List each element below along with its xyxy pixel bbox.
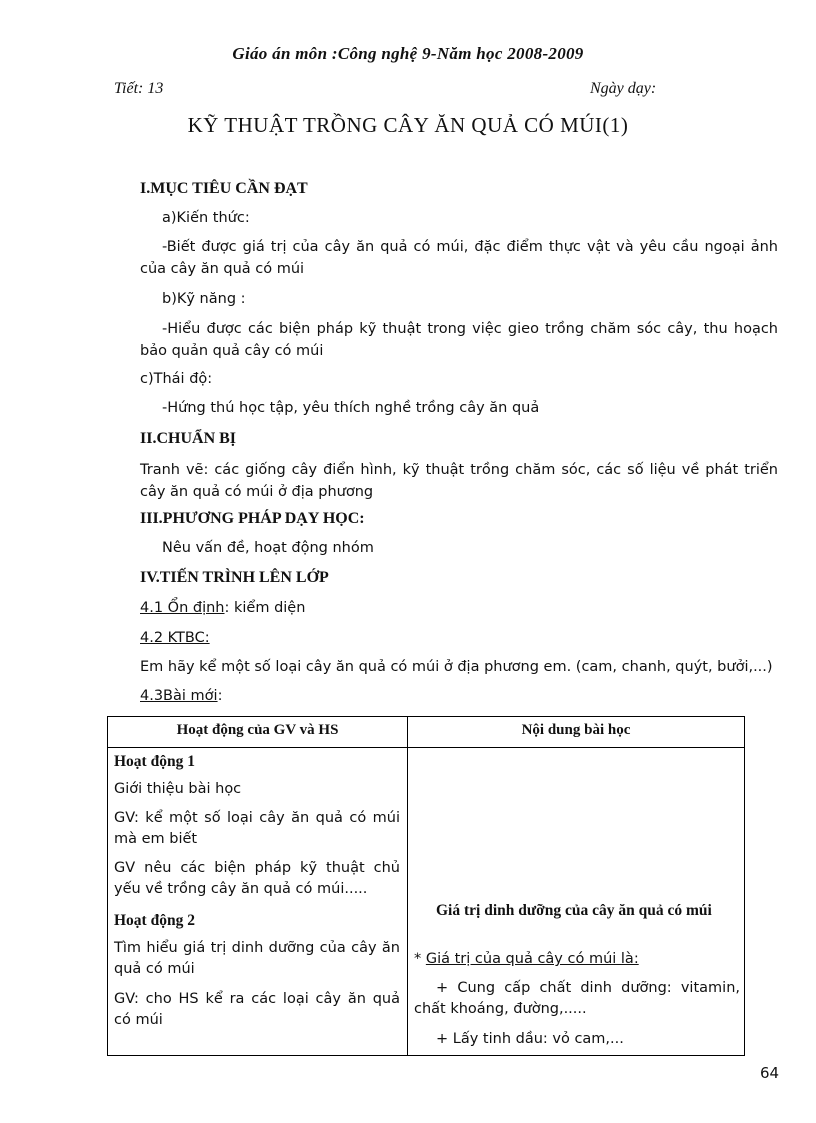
section-objectives-heading: I.MỤC TIÊU CẦN ĐẠT bbox=[140, 180, 308, 197]
activity-2-gv-prompt: GV: cho HS kể ra các loại cây ăn quả có múi bbox=[114, 991, 400, 1028]
lesson-number: Tiết: 13 bbox=[114, 80, 164, 97]
fruit-value-heading bbox=[414, 949, 740, 970]
asterisk-marker: * bbox=[414, 951, 426, 967]
table-header-divider bbox=[108, 747, 744, 748]
column-header-activities: Hoạt động của GV và HS bbox=[176, 722, 339, 738]
activity-1-gv-techniques: GV nêu các biện pháp kỹ thuật chủ yếu về trồng cây ăn quả có múi..... bbox=[114, 860, 400, 897]
running-header: Giáo án môn :Công nghệ 9-Năm học 2008-2009 bbox=[232, 44, 584, 63]
attitude-label: c)Thái độ: bbox=[140, 371, 213, 387]
table-column-divider bbox=[407, 717, 408, 1055]
step-4-1-label: 4.1 Ổn định bbox=[140, 600, 225, 616]
knowledge-text: -Biết được giá trị của cây ăn quả có múi, đặc điểm thực vật và yêu cầu ngoại ảnh của cây ăn quả có múi bbox=[140, 239, 778, 277]
activity-1-gv-prompt: GV: kể một số loại cây ăn quả có múi mà em biết bbox=[114, 810, 400, 847]
value-item-essential-oil: + Lấy tinh dầu: vỏ cam,... bbox=[436, 1031, 624, 1047]
column-header-content: Nội dung bài học bbox=[521, 722, 631, 738]
skills-label: b)Kỹ năng : bbox=[162, 291, 246, 307]
step-4-3-label: 4.3Bài mới bbox=[140, 688, 218, 704]
lesson-activity-table bbox=[107, 716, 745, 1056]
skills-text: -Hiểu được các biện pháp kỹ thuật trong việc gieo trồng chăm sóc cây, thu hoạch bảo quản quả cây có múi bbox=[140, 321, 778, 359]
section-procedure-heading: IV.TIẾN TRÌNH LÊN LỚP bbox=[140, 569, 329, 586]
nutrition-value-title: Giá trị dinh dưỡng của cây ăn quả có múi bbox=[436, 902, 712, 919]
page-number: 64 bbox=[760, 1064, 780, 1082]
step-4-3-colon: : bbox=[217, 688, 223, 704]
fruit-value-label: Giá trị của quả cây có múi là: bbox=[425, 951, 639, 967]
section-preparation-heading: II.CHUẨN BỊ bbox=[140, 430, 237, 447]
activity-2-task: Tìm hiểu giá trị dinh dưỡng của cây ăn quả có múi bbox=[114, 940, 400, 977]
teaching-date: Ngày dạy: bbox=[590, 80, 657, 97]
step-4-2-label: 4.2 KTBC: bbox=[140, 630, 210, 646]
step-4-3 bbox=[140, 688, 222, 704]
activity-1-intro: Giới thiệu bài học bbox=[114, 781, 242, 797]
step-4-2-text: Em hãy kể một số loại cây ăn quả có múi ở địa phương em. (cam, chanh, quýt, bưởi,...) bbox=[140, 659, 773, 675]
knowledge-label: a)Kiến thức: bbox=[162, 210, 250, 226]
step-4-1-text: : kiểm diện bbox=[224, 600, 306, 616]
preparation-text: Tranh vẽ: các giống cây điển hình, kỹ thuật trồng chăm sóc, các số liệu về phát triển cây ăn quả có múi ở địa phương bbox=[140, 462, 778, 500]
step-4-1 bbox=[140, 600, 305, 616]
activity-1-title: Hoạt động 1 bbox=[114, 753, 195, 770]
activity-2-title: Hoạt động 2 bbox=[114, 912, 195, 929]
method-text: Nêu vấn đề, hoạt động nhóm bbox=[162, 540, 374, 556]
lesson-title: KỸ THUẬT TRỒNG CÂY ĂN QUẢ CÓ MÚI(1) bbox=[187, 113, 629, 137]
value-item-nutrition: + Cung cấp chất dinh dưỡng: vitamin, chất khoáng, đường,..... bbox=[414, 980, 740, 1017]
section-method-heading: III.PHƯƠNG PHÁP DẠY HỌC: bbox=[140, 510, 365, 527]
attitude-text: -Hứng thú học tập, yêu thích nghề trồng cây ăn quả bbox=[162, 400, 540, 416]
